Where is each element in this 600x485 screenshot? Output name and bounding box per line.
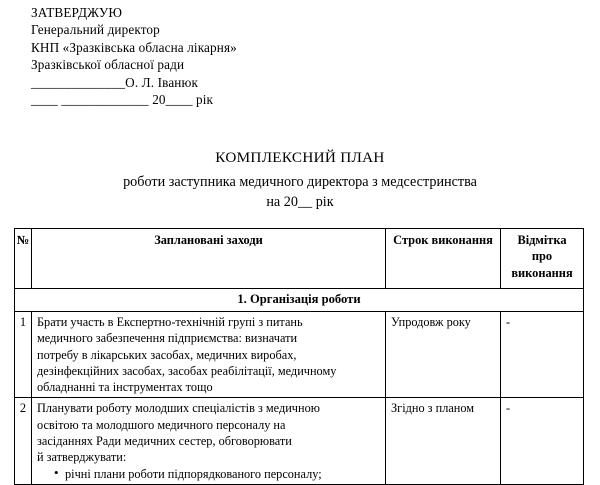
row-number: 2 (15, 398, 32, 484)
table-row (15, 398, 584, 484)
measure-line: дезінфекційних засобах, засобах реабілітації, медичному (37, 363, 337, 378)
row-measure (32, 312, 386, 398)
row-term: Упродовж року (386, 312, 501, 398)
table-header-row (15, 229, 584, 289)
approval-line-position: Генеральний директор (31, 22, 160, 38)
measure-line: засіданнях Ради медичних сестер, обговорювати (37, 434, 292, 449)
measure-line: Планувати роботу молодших спеціалістів з медичною (37, 401, 320, 416)
row-number: 1 (15, 312, 32, 398)
row-measure (32, 398, 386, 484)
column-header-number: № (15, 229, 32, 289)
column-header-measures: Заплановані заходи (32, 229, 386, 289)
row-mark: - (501, 398, 584, 484)
measure-line: обладнанні та інструментах тощо (37, 380, 213, 395)
table-body (15, 289, 584, 485)
column-header-mark (501, 229, 584, 289)
measure-line: медичного забезпечення підприємства: визначати (37, 331, 298, 346)
measure-line: освітою та молодшого медичного персоналу на (37, 417, 286, 432)
row-term: Згідно з планом (386, 398, 501, 484)
measure-text (37, 314, 381, 395)
table-row (15, 312, 584, 398)
measure-line: Брати участь в Експертно-технічній групі з питань (37, 315, 303, 329)
page-subtitle-year: на 20__ рік (266, 194, 334, 210)
approval-block (31, 4, 331, 108)
row-mark: - (501, 312, 584, 398)
column-header-mark-line1: Відмітка (517, 233, 567, 247)
measure-line: потребу в лікарських засобах, медичних виробах, (37, 347, 297, 362)
approval-line-signature: ______________О. Л. Іванюк (31, 74, 199, 90)
column-header-mark-line3: виконання (511, 265, 573, 280)
measure-line: й затверджувати: (37, 450, 127, 465)
measure-text (37, 400, 381, 465)
measure-bullet-list (37, 466, 381, 482)
approval-line-authority: ЗАТВЕРДЖУЮ (31, 5, 123, 20)
page-title: КОМПЛЕКСНИЙ ПЛАН (215, 149, 385, 166)
page-subtitle: роботи заступника медичного директора з медсестринства (123, 174, 477, 190)
approval-line-council: Зразківської обласної ради (31, 57, 185, 73)
section-heading-row (15, 289, 584, 312)
list-item: • річні плани роботи підпорядкованого персоналу; (65, 466, 381, 482)
plan-table (14, 228, 584, 485)
column-header-term: Строк виконання (386, 229, 501, 289)
approval-line-institution: КНП «Зразківська обласна лікарня» (31, 39, 237, 55)
approval-line-date: ____ _____________ 20____ рік (31, 92, 214, 108)
column-header-mark-line2: про (531, 249, 553, 264)
table-header (15, 229, 584, 289)
section-heading-label: 1. Організація роботи (15, 289, 584, 312)
